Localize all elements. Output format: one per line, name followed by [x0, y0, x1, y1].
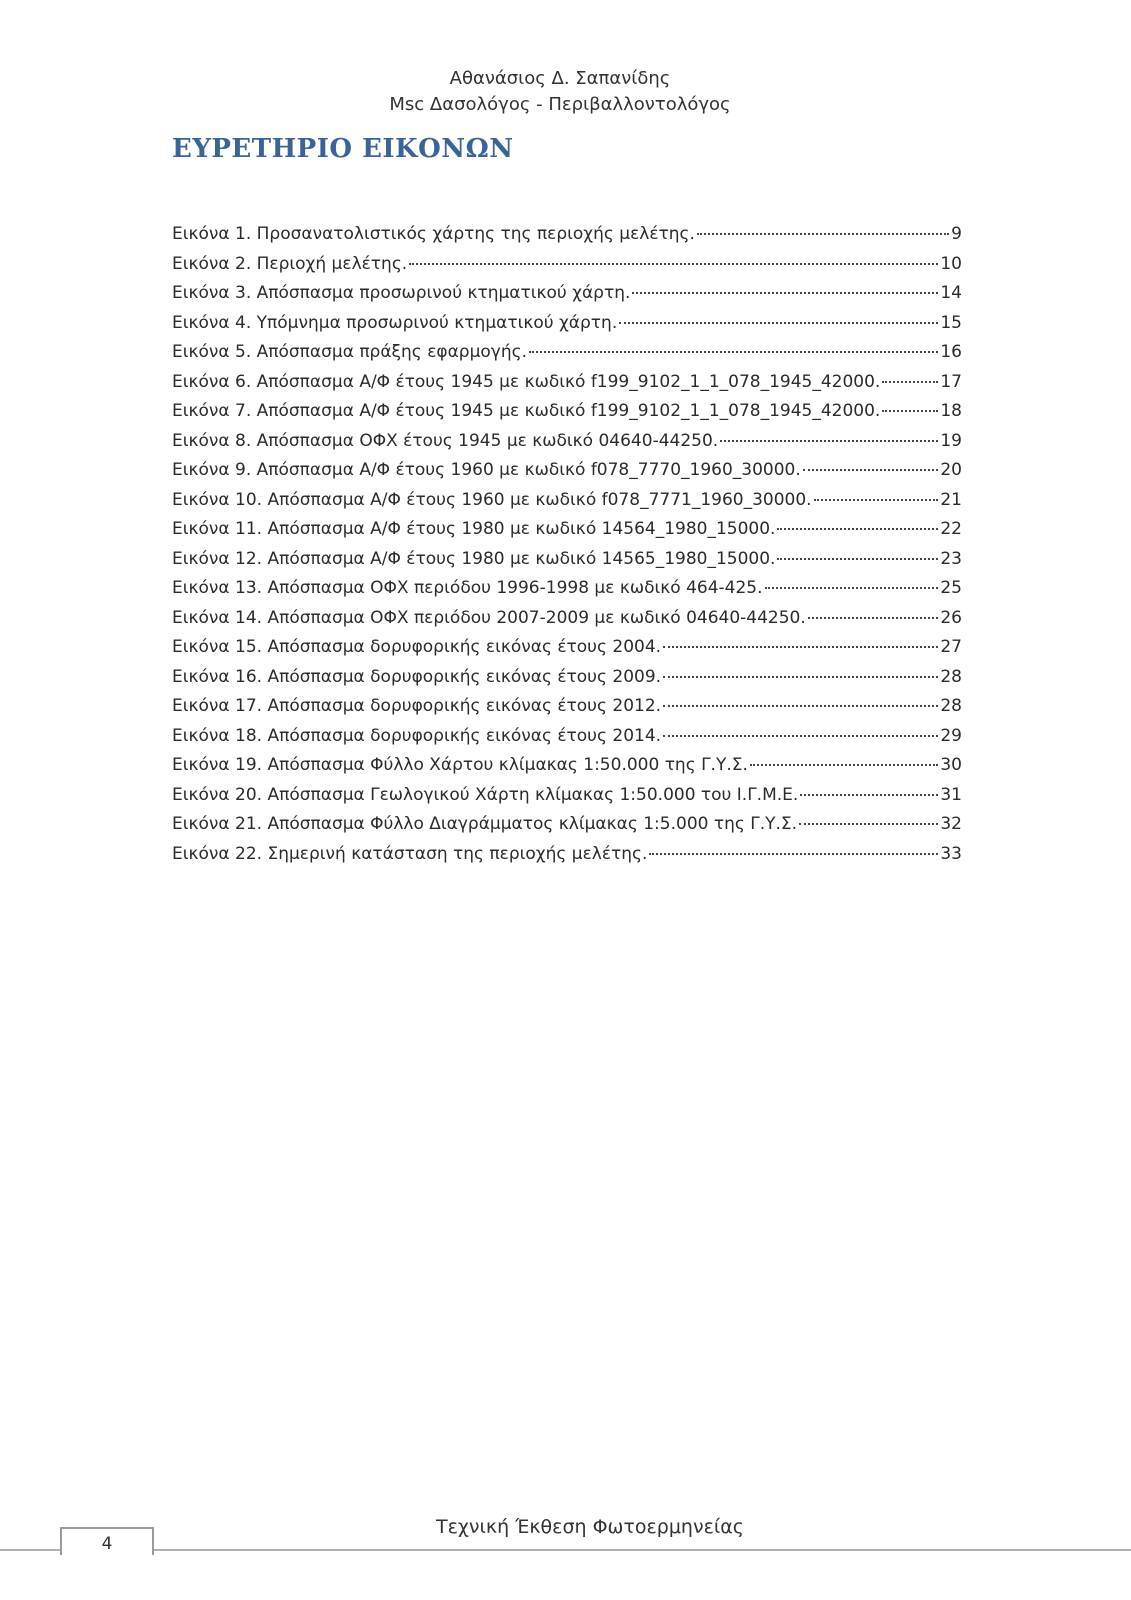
toc-entry[interactable]: [172, 427, 962, 457]
toc-entry-page: 28: [940, 666, 962, 687]
toc-entry-page: 23: [940, 548, 962, 569]
footer-divider: [0, 1549, 1131, 1551]
page-number: 4: [60, 1527, 154, 1555]
toc-entry-text: Εικόνα 7. Απόσπασμα Α/Φ έτους 1945 με κωδικό f199_9102_1_1_078_1945_42000.: [172, 401, 881, 421]
toc-entry-page: 17: [940, 371, 962, 392]
dot-leader: [799, 813, 938, 825]
dot-leader: [750, 754, 938, 766]
toc-entry[interactable]: [172, 633, 962, 663]
toc-entry-page: 21: [940, 489, 962, 510]
toc-entry-text: Εικόνα 13. Απόσπασμα ΟΦΧ περιόδου 1996-1998 με κωδικό 464-425.: [172, 578, 763, 598]
toc-entry[interactable]: [172, 220, 962, 250]
toc-entry[interactable]: [172, 515, 962, 545]
page-title: ΕΥΡΕΤΗΡΙΟ ΕΙΚΟΝΩΝ: [172, 134, 514, 164]
toc-entry-text: Εικόνα 21. Απόσπασμα Φύλλο Διαγράμματος κλίμακας 1:5.000 της Γ.Υ.Σ.: [172, 814, 798, 834]
dot-leader: [765, 577, 939, 589]
page-header: [350, 66, 770, 118]
dot-leader: [777, 548, 938, 560]
toc-entry-page: 20: [940, 460, 962, 480]
dot-leader: [720, 430, 938, 442]
dot-leader: [777, 518, 938, 530]
toc-entry-page: 22: [940, 519, 962, 539]
toc-entry[interactable]: [172, 663, 962, 693]
dot-leader: [882, 400, 938, 412]
toc-entry[interactable]: [172, 368, 962, 398]
toc-entry[interactable]: [172, 397, 962, 427]
toc-entry-page: 25: [940, 578, 962, 598]
dot-leader: [619, 312, 938, 324]
figure-index-list: [172, 220, 962, 869]
dot-leader: [663, 725, 938, 737]
toc-entry-page: 16: [940, 342, 962, 362]
toc-entry-text: Εικόνα 10. Απόσπασμα Α/Φ έτους 1960 με κωδικό f078_7771_1960_30000.: [172, 489, 812, 510]
dot-leader: [800, 784, 938, 796]
toc-entry-text: Εικόνα 22. Σημερινή κατάσταση της περιοχής μελέτης.: [172, 843, 648, 864]
toc-entry-page: 33: [940, 843, 962, 864]
toc-entry-page: 15: [940, 312, 962, 333]
toc-entry[interactable]: [172, 604, 962, 634]
dot-leader: [803, 459, 939, 471]
dot-leader: [814, 489, 939, 501]
toc-entry-page: 28: [940, 696, 962, 716]
toc-entry-text: Εικόνα 3. Απόσπασμα προσωρινού κτηματικού χάρτη.: [172, 283, 631, 303]
toc-entry-text: Εικόνα 20. Απόσπασμα Γεωλογικού Χάρτη κλίμακας 1:50.000 του Ι.Γ.Μ.Ε.: [172, 784, 799, 805]
toc-entry[interactable]: [172, 751, 962, 781]
toc-entry[interactable]: [172, 840, 962, 870]
toc-entry-text: Εικόνα 14. Απόσπασμα ΟΦΧ περιόδου 2007-2009 με κωδικό 04640-44250.: [172, 607, 806, 628]
toc-entry-page: 10: [940, 253, 962, 274]
toc-entry[interactable]: [172, 545, 962, 575]
toc-entry[interactable]: [172, 810, 962, 840]
toc-entry[interactable]: [172, 279, 962, 309]
dot-leader: [697, 223, 949, 235]
header-role: Msc Δασολόγος - Περιβαλλοντολόγος: [389, 94, 731, 115]
toc-entry-text: Εικόνα 8. Απόσπασμα ΟΦΧ έτους 1945 με κωδικό 04640-44250.: [172, 430, 719, 451]
dot-leader: [649, 843, 938, 855]
toc-entry-text: Εικόνα 17. Απόσπασμα δορυφορικής εικόνας έτους 2012.: [172, 696, 662, 716]
toc-entry-page: 19: [940, 430, 962, 451]
toc-entry-text: Εικόνα 9. Απόσπασμα Α/Φ έτους 1960 με κωδικό f078_7770_1960_30000.: [172, 460, 801, 480]
dot-leader: [663, 666, 938, 678]
toc-entry-text: Εικόνα 11. Απόσπασμα Α/Φ έτους 1980 με κωδικό 14564_1980_15000.: [172, 519, 776, 539]
toc-entry[interactable]: [172, 486, 962, 516]
toc-entry-text: Εικόνα 5. Απόσπασμα πράξης εφαρμογής.: [172, 342, 528, 362]
toc-entry[interactable]: [172, 338, 962, 368]
dot-leader: [632, 282, 938, 294]
toc-entry-page: 14: [940, 283, 962, 303]
dot-leader: [529, 341, 938, 353]
toc-entry-text: Εικόνα 4. Υπόμνημα προσωρινού κτηματικού χάρτη.: [172, 312, 618, 333]
header-author: Αθανάσιος Δ. Σαπανίδης: [449, 68, 671, 89]
toc-entry-page: 32: [940, 814, 962, 834]
toc-entry[interactable]: [172, 456, 962, 486]
toc-entry[interactable]: [172, 574, 962, 604]
toc-entry-page: 27: [940, 637, 962, 657]
toc-entry[interactable]: [172, 781, 962, 811]
toc-entry-page: 26: [940, 607, 962, 628]
toc-entry-page: 31: [940, 784, 962, 805]
dot-leader: [808, 607, 939, 619]
toc-entry-text: Εικόνα 18. Απόσπασμα δορυφορικής εικόνας έτους 2014.: [172, 725, 662, 746]
toc-entry-text: Εικόνα 15. Απόσπασμα δορυφορικής εικόνας έτους 2004.: [172, 637, 662, 657]
toc-entry[interactable]: [172, 250, 962, 280]
toc-entry[interactable]: [172, 692, 962, 722]
toc-entry-text: Εικόνα 12. Απόσπασμα Α/Φ έτους 1980 με κωδικό 14565_1980_15000.: [172, 548, 776, 569]
toc-entry-page: 29: [940, 725, 962, 746]
footer-title: Τεχνική Έκθεση Φωτοερμηνείας: [436, 1516, 744, 1538]
toc-entry-page: 18: [940, 401, 962, 421]
toc-entry-text: Εικόνα 1. Προσανατολιστικός χάρτης της περιοχής μελέτης.: [172, 224, 695, 244]
toc-entry-page: 9: [951, 224, 962, 244]
toc-entry[interactable]: [172, 722, 962, 752]
toc-entry-page: 30: [940, 755, 962, 775]
toc-entry-text: Εικόνα 2. Περιοχή μελέτης.: [172, 253, 408, 274]
dot-leader: [663, 636, 938, 648]
dot-leader: [409, 253, 938, 265]
toc-entry-text: Εικόνα 19. Απόσπασμα Φύλλο Χάρτου κλίμακας 1:50.000 της Γ.Υ.Σ.: [172, 755, 748, 775]
dot-leader: [663, 695, 938, 707]
toc-entry-text: Εικόνα 16. Απόσπασμα δορυφορικής εικόνας έτους 2009.: [172, 666, 662, 687]
toc-entry-text: Εικόνα 6. Απόσπασμα Α/Φ έτους 1945 με κωδικό f199_9102_1_1_078_1945_42000.: [172, 371, 881, 392]
dot-leader: [882, 371, 938, 383]
toc-entry[interactable]: [172, 309, 962, 339]
